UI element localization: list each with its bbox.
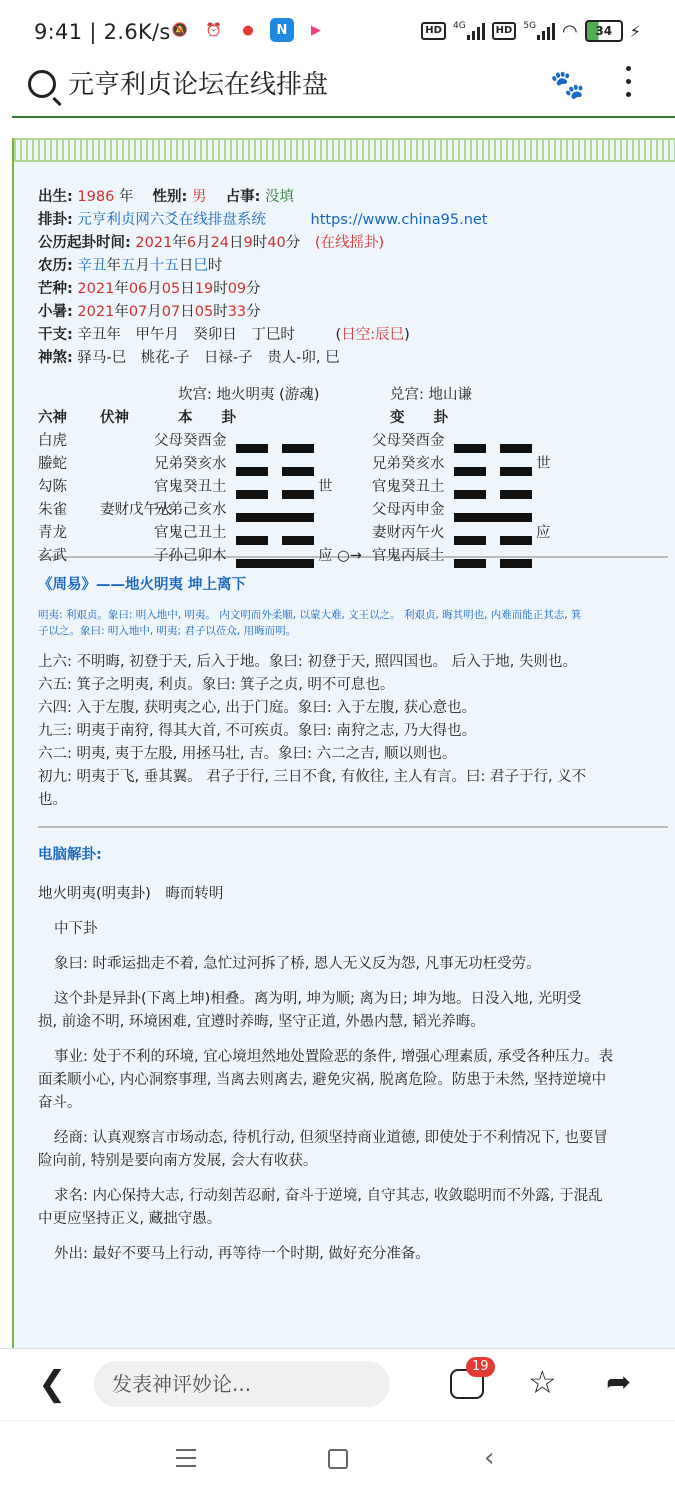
search-icon[interactable] bbox=[28, 70, 56, 98]
bian-yao-line bbox=[454, 460, 532, 483]
jiegua-name: 地火明夷(明夷卦) 晦而转明 bbox=[38, 886, 224, 902]
liushen-cell: 朱雀 bbox=[38, 502, 67, 518]
m-min: 09 bbox=[227, 281, 247, 297]
status-notification-icons bbox=[168, 18, 328, 42]
top-divider bbox=[12, 116, 675, 118]
system-nav-bar bbox=[0, 1420, 675, 1501]
liushen-cell: 螣蛇 bbox=[38, 456, 67, 472]
bian-yao-line bbox=[454, 506, 532, 529]
text-line: 事业: 处于不利的环境, 宜心境坦然地处置险恶的条件, 增强心理素质, 承受各种压力。表 bbox=[54, 1049, 614, 1065]
bengua-cell: 兄弟癸亥水 bbox=[154, 456, 227, 472]
page-title[interactable]: 元亨利贞论坛在线排盘 bbox=[68, 70, 329, 100]
shensha-line bbox=[38, 347, 668, 370]
bengua-cell: 兄弟己亥水 bbox=[154, 502, 227, 518]
app-notification-icon: ● bbox=[242, 22, 254, 38]
liushen-cell: 勾陈 bbox=[38, 479, 67, 495]
paren-open: ( bbox=[335, 327, 342, 343]
zhouyi-title: 《周易》——地火明夷 坤上离下 bbox=[38, 577, 247, 593]
x-day: 07 bbox=[161, 304, 181, 320]
xiaoshu-line bbox=[38, 301, 668, 324]
yao-line: 上六: 不明晦, 初登于天, 后入于地。象曰: 初登于天, 照四国也。 后入于地, 失则也。 bbox=[38, 654, 577, 670]
system-line bbox=[38, 209, 668, 232]
baidu-paw-icon[interactable]: 🐾 bbox=[550, 68, 585, 101]
day-void: 日空:辰巳 bbox=[341, 327, 405, 343]
text-line: 求名: 内心保持大志, 行动刻苦忍耐, 奋斗于逆境, 自守其志, 收敛聪明而不外露, 于混乱 bbox=[54, 1188, 603, 1204]
status-bar bbox=[0, 0, 675, 62]
g-month-unit: 月 bbox=[196, 235, 211, 251]
g-day-unit: 日 bbox=[229, 235, 244, 251]
bottom-toolbar bbox=[0, 1348, 675, 1421]
birth-line bbox=[38, 186, 668, 209]
yao-line: 初九: 明夷于飞, 垂其翼。 君子于行, 三日不食, 有攸往, 主人有言。曰: 君子于行, 义不 bbox=[38, 769, 587, 785]
biangua-cell: 父母丙申金 bbox=[372, 502, 445, 518]
x-year: 2021 bbox=[77, 304, 115, 320]
recent-apps-button[interactable] bbox=[176, 1449, 196, 1473]
jiegua-career bbox=[38, 1046, 668, 1115]
l-day: 十五 bbox=[149, 258, 179, 274]
jiegua-xiang: 象曰: 时乖运拙走不着, 急忙过河拆了桥, 恩人无义反为怨, 凡事无功枉受劳。 bbox=[54, 956, 541, 972]
comment-input[interactable]: 发表神评妙论... bbox=[94, 1361, 390, 1407]
charging-icon: ⚡ bbox=[629, 21, 641, 41]
ganzhi-label: 干支: bbox=[38, 327, 73, 343]
biangua-cell: 官鬼癸丑土 bbox=[372, 479, 445, 495]
bengua-cell: 子孙己卯木 bbox=[154, 548, 227, 564]
net-type-2: 5G bbox=[523, 21, 537, 31]
birth-year: 1986 bbox=[77, 189, 115, 205]
more-menu-icon[interactable] bbox=[626, 66, 632, 105]
net-type-1: 4G bbox=[452, 21, 466, 31]
hdr-biangua: 变 卦 bbox=[390, 410, 448, 426]
m-hour: 19 bbox=[194, 281, 214, 297]
x-day-unit: 日 bbox=[180, 304, 195, 320]
g-year: 2021 bbox=[135, 235, 173, 251]
year-unit: 年 bbox=[118, 189, 134, 205]
bengua-cell: 官鬼癸丑土 bbox=[154, 479, 227, 495]
paipan-content bbox=[38, 186, 668, 1266]
text-line: 经商: 认真观察言市场动态, 待机行动, 但须坚持商业道德, 即使处于不利情况下, 也要冒 bbox=[54, 1130, 608, 1146]
hdr-fushen: 伏神 bbox=[100, 410, 129, 426]
comments-count-badge: 19 bbox=[466, 1357, 495, 1377]
x-year-unit: 年 bbox=[114, 304, 129, 320]
bian-yao-line bbox=[454, 552, 532, 575]
m-year-unit: 年 bbox=[114, 281, 129, 297]
matter-value: 没填 bbox=[265, 189, 294, 205]
ben-yao-line bbox=[236, 529, 314, 552]
g-month: 6 bbox=[186, 235, 197, 251]
m-hour-unit: 时 bbox=[213, 281, 228, 297]
bengua-cell: 官鬼己丑土 bbox=[154, 525, 227, 541]
m-month-unit: 月 bbox=[147, 281, 162, 297]
x-month: 07 bbox=[128, 304, 148, 320]
l-hour: 巳 bbox=[193, 258, 208, 274]
bian-yao-line bbox=[454, 437, 532, 460]
ganzhi-value: 辛丑年 甲午月 癸卯日 丁巳时 bbox=[77, 327, 295, 343]
gender-label: 性别: bbox=[152, 189, 188, 205]
wifi-icon: ◠ bbox=[562, 20, 578, 42]
jiegua-title: 电脑解卦: bbox=[38, 847, 102, 863]
favorite-star-icon[interactable]: ☆ bbox=[528, 1363, 557, 1401]
bian-yao-line bbox=[454, 529, 532, 552]
fushen-cell: 妻财戊午火 bbox=[100, 502, 173, 518]
biangua-mark: 应 bbox=[536, 525, 551, 541]
status-system-icons bbox=[421, 20, 641, 42]
hdr-bengua: 本 卦 bbox=[178, 410, 236, 426]
bian-yao-line bbox=[454, 483, 532, 506]
matter-label: 占事: bbox=[225, 189, 261, 205]
biangua-cell: 官鬼丙辰土 bbox=[372, 548, 445, 564]
g-year-unit: 年 bbox=[172, 235, 187, 251]
yao-line: 九三: 明夷于南狩, 得其大首, 不可疾贞。象曰: 南狩之志, 乃大得也。 bbox=[38, 723, 477, 739]
ben-yao-line bbox=[236, 437, 314, 460]
text-line: 面柔顺小心, 内心洞察事理, 当离去则离去, 避免灾祸, 脱离危险。防患于未然, 坚持逆境中 bbox=[38, 1072, 607, 1088]
lunar-line bbox=[38, 255, 668, 278]
system-label: 排卦: bbox=[38, 212, 73, 228]
biangua-cell: 妻财丙午火 bbox=[372, 525, 445, 541]
ganzhi-line bbox=[38, 324, 668, 347]
gregorian-label: 公历起卦时间: bbox=[38, 235, 131, 251]
share-icon[interactable]: ➦ bbox=[606, 1365, 632, 1400]
n-app-icon: N bbox=[270, 18, 294, 42]
web-content[interactable] bbox=[0, 116, 675, 1348]
jiegua-grade: 中下卦 bbox=[54, 921, 98, 937]
jiegua-fame bbox=[38, 1185, 668, 1231]
x-hour-unit: 时 bbox=[213, 304, 228, 320]
text-line: 险向前, 特别是要向南方发展, 会大有收获。 bbox=[38, 1153, 318, 1169]
jiegua-business bbox=[38, 1127, 668, 1173]
jiegua-travel: 外出: 最好不要马上行动, 再等待一个时期, 做好充分准备。 bbox=[54, 1246, 430, 1262]
yao-line: 六二: 明夷, 夷于左股, 用拯马壮, 吉。象曰: 六二之吉, 顺以则也。 bbox=[38, 746, 457, 762]
bengua-mark: 世 bbox=[318, 479, 333, 495]
x-hour: 05 bbox=[194, 304, 214, 320]
divider-2 bbox=[38, 826, 668, 828]
biangua-cell: 兄弟癸亥水 bbox=[372, 456, 445, 472]
yao-line: 也。 bbox=[38, 792, 67, 808]
m-day: 05 bbox=[161, 281, 181, 297]
yao-line: 六五: 箕子之明夷, 利贞。象曰: 箕子之贞, 明不可息也。 bbox=[38, 677, 395, 693]
gender-value: 男 bbox=[191, 189, 207, 205]
g-min-unit: 分 bbox=[285, 235, 301, 251]
xiaoshu-label: 小暑: bbox=[38, 304, 73, 320]
jiegua-para-1 bbox=[38, 988, 668, 1034]
paren-close: ) bbox=[404, 327, 410, 343]
ben-yao-line bbox=[236, 506, 314, 529]
liushen-cell: 白虎 bbox=[38, 433, 67, 449]
x-min: 33 bbox=[227, 304, 247, 320]
hd-icon-2: HD bbox=[492, 22, 517, 40]
birth-label: 出生: bbox=[38, 189, 73, 205]
text-line: 损, 前途不明, 环境困难, 宜遵时养晦, 坚守正道, 外愚内慧, 韬光养晦。 bbox=[38, 1014, 485, 1030]
yao-line: 六四: 入于左腹, 获明夷之心, 出于门庭。象曰: 入于左腹, 获心意也。 bbox=[38, 700, 477, 716]
g-hour-unit: 时 bbox=[252, 235, 268, 251]
hdr-liushen: 六神 bbox=[38, 410, 67, 426]
text-line: 这个卦是异卦(下离上坤)相叠。离为明, 坤为顺; 离为日; 坤为地。日没入地, 光明受 bbox=[54, 991, 582, 1007]
g-hour: 9 bbox=[243, 235, 253, 251]
system-back-button[interactable]: ‹ bbox=[484, 1443, 495, 1473]
liushen-cell: 青龙 bbox=[38, 525, 67, 541]
app-bar bbox=[0, 62, 675, 104]
ben-yao-line bbox=[236, 552, 314, 575]
g-day: 24 bbox=[210, 235, 230, 251]
site-url-link[interactable]: https://www.china95.net bbox=[310, 212, 488, 228]
g-min: 40 bbox=[267, 235, 286, 251]
biangua-cell: 父母癸酉金 bbox=[372, 433, 445, 449]
l-month-unit: 月 bbox=[135, 258, 150, 274]
mangzhong-label: 芒种: bbox=[38, 281, 73, 297]
l-month: 五 bbox=[120, 258, 136, 274]
decorative-border bbox=[14, 138, 675, 162]
back-button[interactable]: ❮ bbox=[38, 1364, 67, 1404]
bengua-mark: 应 ○→ bbox=[318, 548, 362, 564]
zhouyi-gua-ci-1: 明夷: 利艰贞。象曰: 明入地中, 明夷。 内文明而外柔顺, 以蒙大难, 文王以之。 利艰贞, 晦其明也, 内难而能正其志, 箕 bbox=[38, 609, 582, 621]
alarm-icon: ⏰ bbox=[205, 22, 223, 38]
play-app-icon: ▶ bbox=[311, 22, 321, 38]
m-min-unit: 分 bbox=[246, 281, 261, 297]
ben-yao-line bbox=[236, 483, 314, 506]
system-name-link[interactable]: 元亨利贞网六爻在线排盘系统 bbox=[77, 212, 266, 228]
l-year-unit: 年 bbox=[106, 258, 121, 274]
m-year: 2021 bbox=[77, 281, 115, 297]
shensha-value: 驿马-巳 桃花-子 日禄-子 贵人-卯, 巳 bbox=[77, 350, 340, 366]
m-month: 06 bbox=[128, 281, 148, 297]
l-day-unit: 日 bbox=[178, 258, 194, 274]
m-day-unit: 日 bbox=[180, 281, 195, 297]
ben-yao-line bbox=[236, 460, 314, 483]
liushen-cell: 玄武 bbox=[38, 548, 67, 564]
gregorian-time-line bbox=[38, 232, 668, 255]
hd-icon: HD bbox=[421, 22, 446, 40]
mute-icon: 🔕 bbox=[171, 22, 189, 38]
x-month-unit: 月 bbox=[147, 304, 162, 320]
status-time: 9:41 | 2.6K/s bbox=[34, 20, 171, 44]
signal-icon-2 bbox=[537, 22, 555, 40]
l-hour-unit: 时 bbox=[207, 258, 223, 274]
zhouyi-gua-ci-2: 子以之。象曰: 明入地中, 明夷; 君子以莅众, 用晦而明。 bbox=[38, 625, 297, 637]
text-line: 奋斗。 bbox=[38, 1095, 82, 1111]
hexagram-table bbox=[38, 376, 668, 564]
mangzhong-line bbox=[38, 278, 668, 301]
signal-icon bbox=[467, 22, 485, 40]
shensha-label: 神煞: bbox=[38, 350, 73, 366]
battery-icon: 34 bbox=[585, 20, 623, 42]
home-button[interactable] bbox=[328, 1449, 348, 1469]
yao-ci-list bbox=[38, 651, 668, 812]
l-year: 辛丑 bbox=[77, 258, 107, 274]
lunar-label: 农历: bbox=[38, 258, 73, 274]
ben-gua-title: 坎宫: 地火明夷 (游魂) bbox=[178, 387, 320, 403]
text-line: 中更应坚持正义, 藏拙守愚。 bbox=[38, 1211, 222, 1227]
biangua-mark: 世 bbox=[536, 456, 551, 472]
bian-gua-title: 兑宫: 地山谦 bbox=[390, 387, 472, 403]
online-shake-tag: (在线摇卦) bbox=[314, 235, 385, 251]
bengua-cell: 父母癸酉金 bbox=[154, 433, 227, 449]
x-min-unit: 分 bbox=[246, 304, 261, 320]
